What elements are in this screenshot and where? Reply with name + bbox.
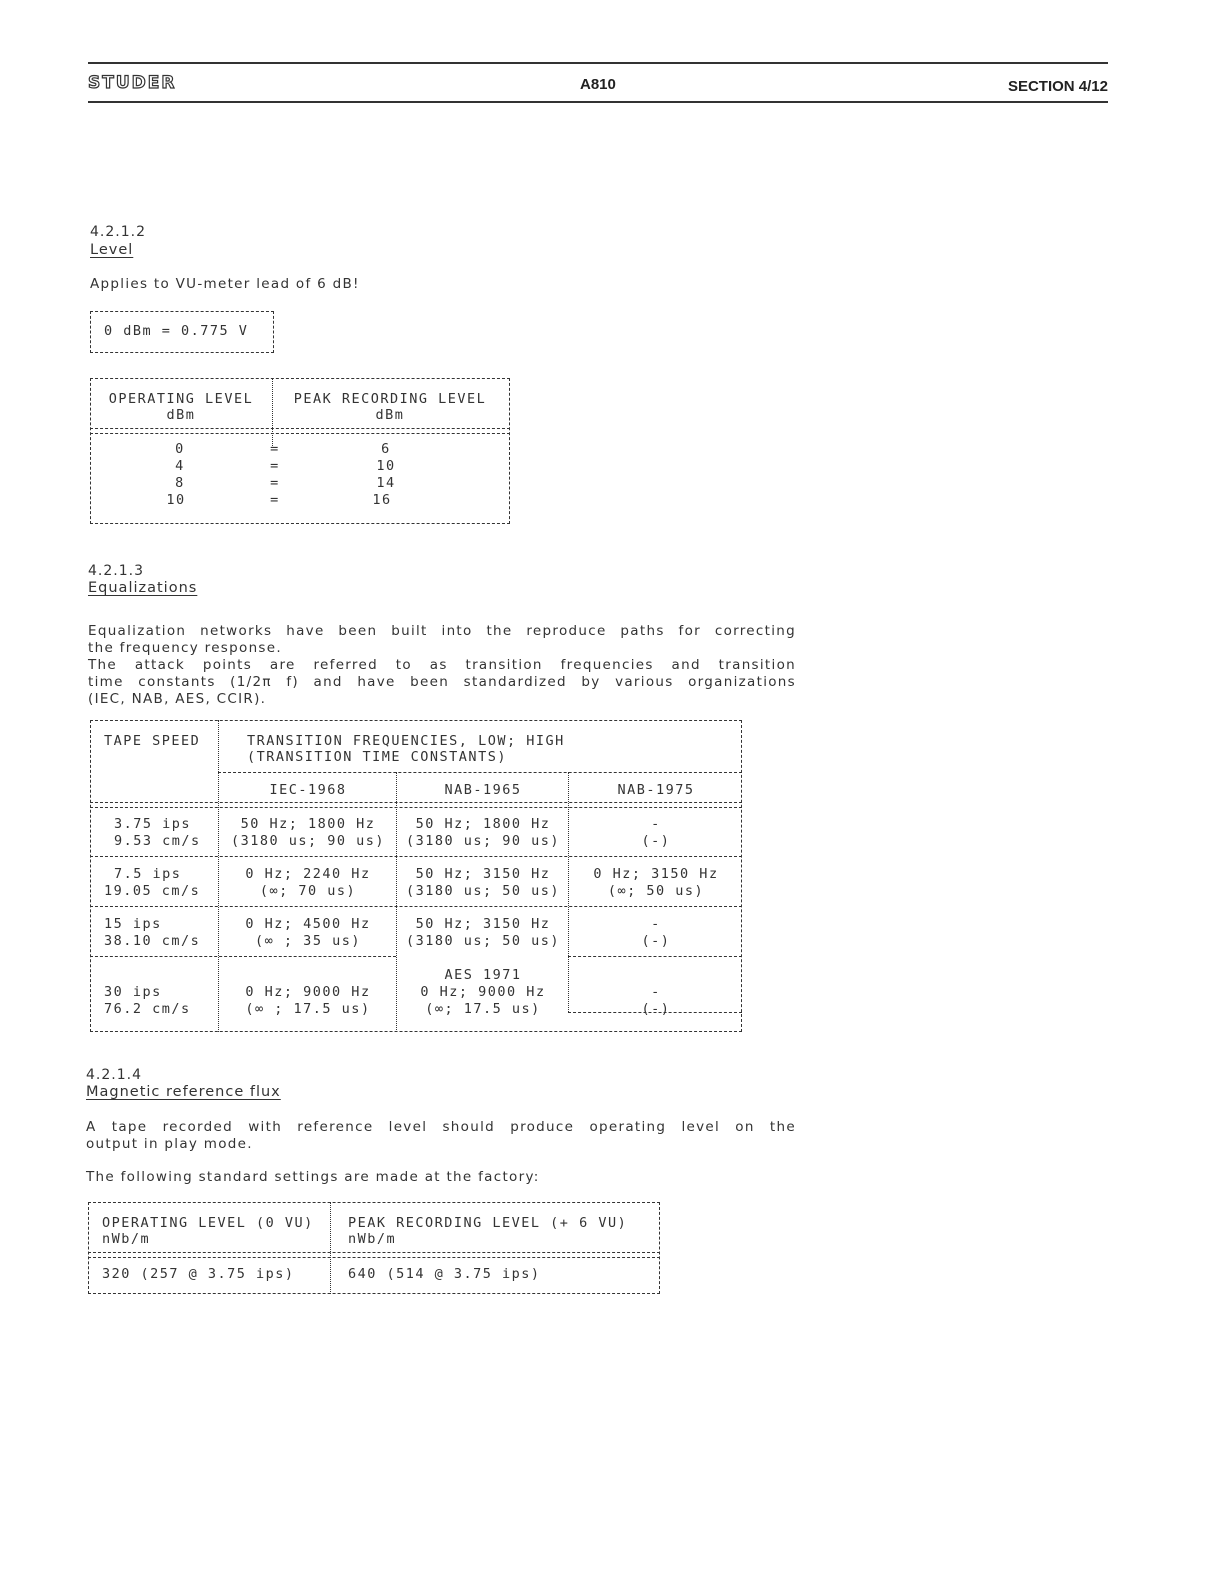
equalization-table: TAPE SPEED TRANSITION FREQUENCIES, LOW; HIGH (TRANSITION TIME CONSTANTS) IEC-1968 NAB-1965 NAB-1975 3.75 ips 9.53 cm/s 50 Hz; 1800 Hz (3180 us; 90 us) 50 Hz; 1800 Hz (3180 us; 90 us) - (-) 7.5 ips 19.05 cm/s 0 Hz; 2240 Hz (∞; 70 us) 50 Hz; 3150 Hz (3180 us; 50 us) 0 Hz; 3150 Hz (∞; 50 us) 15 ips 38.10 cm/s 0 Hz; 4500 Hz (∞ ; 35 us) 50 Hz; 3150 Hz (3180 us; 50 us) - (-) 30 ips 76.2 cm/s 0 Hz; 9000 Hz (∞ ; 17.5 us) AES 1971 0 Hz; 9000 Hz (∞; 17.5 us) - (-) bbox=[90, 720, 742, 1032]
eq-para1-line1: Equalization networks have been built into the reproduce paths for correcting bbox=[88, 623, 796, 639]
flux-para-line1: A tape recorded with reference level should produce operating level on the bbox=[86, 1119, 796, 1135]
table-row: 30 ips bbox=[104, 984, 162, 1000]
eq-col-transition-header: TRANSITION FREQUENCIES, LOW; HIGH bbox=[247, 733, 565, 749]
section-label: SECTION 4/12 bbox=[1007, 78, 1108, 95]
aes-1971-label: AES 1971 bbox=[444, 967, 522, 983]
level-col2-unit: dBm bbox=[375, 407, 405, 423]
eq-col-transition-subheader: (TRANSITION TIME CONSTANTS) bbox=[247, 749, 507, 765]
table-row: 15 ips bbox=[104, 916, 162, 932]
flux-col1-unit: nWb/m bbox=[102, 1231, 151, 1247]
section-title-flux: Magnetic reference flux bbox=[86, 1084, 281, 1100]
eq-col-nab1975: NAB-1975 bbox=[617, 782, 695, 798]
dbm-reference-box bbox=[90, 311, 274, 353]
table-row: 8 bbox=[175, 475, 185, 491]
studer-logo: STUDER bbox=[88, 73, 177, 93]
header-top-rule bbox=[88, 62, 1108, 64]
model-name: A810 bbox=[580, 76, 616, 93]
eq-col-nab1965: NAB-1965 bbox=[444, 782, 522, 798]
eq-para1-line2: the frequency response. bbox=[88, 640, 282, 656]
flux-col2-header: PEAK RECORDING LEVEL (+ 6 VU) bbox=[348, 1215, 628, 1231]
section-number-flux: 4.2.1.4 bbox=[86, 1067, 142, 1083]
level-col1-unit: dBm bbox=[166, 407, 196, 423]
section-title-level: Level bbox=[90, 242, 134, 258]
flux-col2-unit: nWb/m bbox=[348, 1231, 397, 1247]
section-title-equalizations: Equalizations bbox=[88, 580, 198, 596]
table-row: 7.5 ips bbox=[114, 866, 182, 882]
eq-col-tape-speed-header: TAPE SPEED bbox=[104, 733, 201, 749]
section-number-equalizations: 4.2.1.3 bbox=[88, 563, 144, 579]
table-row: 10 bbox=[166, 492, 186, 508]
level-table: OPERATING LEVEL dBm PEAK RECORDING LEVEL dBm 0 = 6 4 = 10 8 = 14 10 = 16 bbox=[90, 378, 510, 524]
level-note: Applies to VU-meter lead of 6 dB! bbox=[90, 276, 360, 292]
flux-col1-header: OPERATING LEVEL (0 VU) bbox=[102, 1215, 314, 1231]
eq-para2-line3: (IEC, NAB, AES, CCIR). bbox=[88, 691, 267, 707]
table-row: 3.75 ips bbox=[114, 816, 192, 832]
level-col2-header: PEAK RECORDING LEVEL bbox=[293, 391, 487, 407]
eq-para2-line1: The attack points are referred to as transition frequencies and transition bbox=[88, 657, 796, 673]
flux-para2: The following standard settings are made at the factory: bbox=[86, 1169, 540, 1185]
eq-para2-line2: time constants (1/2π f) and have been standardized by various organizations bbox=[88, 674, 796, 690]
eq-col-iec1968: IEC-1968 bbox=[269, 782, 347, 798]
flux-para-line2: output in play mode. bbox=[86, 1136, 253, 1152]
table-row: 0 bbox=[175, 441, 185, 457]
flux-table bbox=[88, 1202, 660, 1294]
flux-col2-value: 640 (514 @ 3.75 ips) bbox=[348, 1266, 541, 1282]
section-number-level: 4.2.1.2 bbox=[90, 224, 146, 240]
flux-col1-value: 320 (257 @ 3.75 ips) bbox=[102, 1266, 295, 1282]
header-bottom-rule bbox=[88, 101, 1108, 103]
dbm-reference-text: 0 dBm = 0.775 V bbox=[104, 323, 249, 339]
level-col1-header: OPERATING LEVEL bbox=[108, 391, 254, 407]
table-row: 4 bbox=[175, 458, 185, 474]
